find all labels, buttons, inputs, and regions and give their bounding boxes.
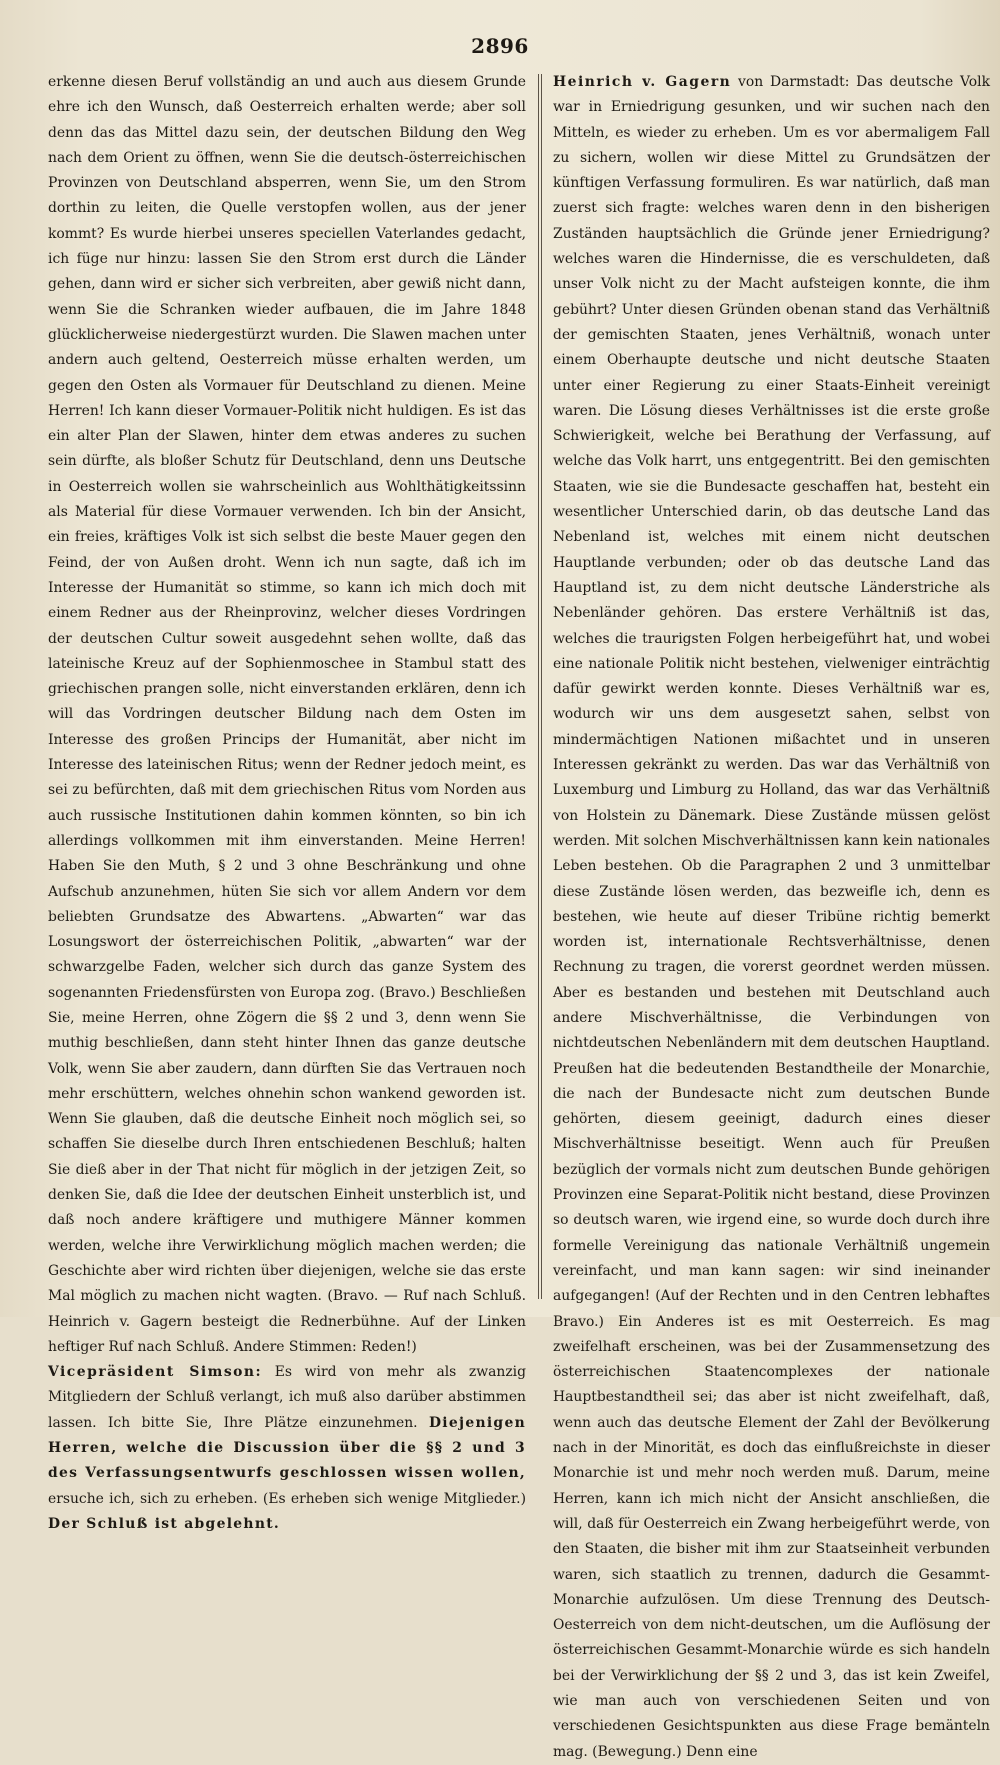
simson-question: Diejenigen Herren, welche die Discussion über die §§ 2 und 3 des Verfassungsentwurfs geschlossen wissen wollen,	[48, 1414, 526, 1482]
column-divider-inner	[541, 74, 542, 1299]
simson-result: Der Schluß ist abgelehnt.	[48, 1515, 281, 1532]
left-paragraph-1: erkenne diesen Beruf vollständig an und auch aus diesem Grunde ehre ich den Wunsch, daß Oesterreich erhalten werde; aber soll denn das das Mittel dazu sein, der deutschen Bildung den Weg nach dem Orient zu öffnen, wenn Sie die deutsch-österreichischen Provinzen von Deutschland absperren, wenn Sie, um den Strom dorthin zu leiten, die Quelle verstopfen wollen, aus der jener kommt? Es wurde hierbei unseres speciellen Vaterlandes gedacht, ich füge nur hinzu: lassen Sie den Strom erst durch die Länder gehen, dann wird er sicher sich verbreiten, aber gewiß nicht dann, wenn Sie die Schranken wieder aufbauen, die im Jahre 1848 glücklicherweise niedergestürzt wurden. Die Slawen machen unter andern auch geltend, Oesterreich müsse erhalten werden, um gegen den Osten als Vormauer für Deutschland zu dienen. Meine Herren! Ich kann dieser Vormauer-Politik nicht huldigen. Es ist das ein alter Plan der Slawen, hinter dem etwas anderes zu suchen sein dürfte, als bloßer Schutz für Deutschland, denn uns Deutsche in Oesterreich wollen sie wahrscheinlich aus Wohlthätigkeitssinn als Material für diese Vormauer verwenden. Ich bin der Ansicht, ein freies, kräftiges Volk ist sich selbst die beste Mauer gegen den Feind, der von Außen droht. Wenn ich nun sagte, daß ich im Interesse der Humanität so stimme, so kann ich mich doch mit einem Redner aus der Rheinprovinz, welcher dieses Vordringen der deutschen Cultur soweit ausgedehnt sehen wollte, daß das lateinische Kreuz auf der Sophienmoschee in Stambul statt des griechischen prangen solle, nicht einverstanden erklären, denn ich will das Vordringen deutscher Bildung nach dem Osten im Interesse des großen Princips der Humanität, aber nicht im Interesse des lateinischen Ritus; wenn der Redner jedoch meint, es sei zu befürchten, daß mit dem griechischen Ritus vom Norden aus auch russische Institutionen dahin kommen könnten, so bin ich allerdings vollkommen mit ihm einverstanden. Meine Herren! Haben Sie den Muth, § 2 und 3 ohne Beschränkung und ohne Aufschub anzunehmen, hüten Sie sich vor allem Andern vor dem beliebten Grundsatze des Abwartens. „Abwarten“ war das Losungswort der österreichischen Politik, „abwarten“ war der schwarzgelbe Faden, welcher sich durch das ganze System des sogenannten Friedensfürsten von Europa zog. (Bravo.) Beschließen Sie, meine Herren, ohne Zögern die §§ 2 und 3, denn wenn Sie muthig beschließen, dann steht hinter Ihnen das ganze deutsche Volk, wenn Sie aber zaudern, dann dürften Sie das Vertrauen noch mehr erschüttern, welches ohnehin schon wankend geworden ist. Wenn Sie glauben, daß die deutsche Einheit noch möglich sei, so schaffen Sie dieselbe durch Ihren entschiedenen Beschluß; halten Sie dieß aber in der That nicht für möglich in der jetzigen Zeit, so denken Sie, daß die Idee der deutschen Einheit unsterblich ist, und daß noch andere kräftigere und muthigere Männer kommen werden, welche ihre Verwirklichung möglich machen werden; die Geschichte aber wird richten über diejenigen, welche sie das erste Mal möglich zu machen nicht wagten. (Bravo. — Ruf nach Schluß. Heinrich v. Gagern besteigt die Rednerbühne. Auf der Linken heftiger Ruf nach Schluß. Andere Stimmen: Reden!)	[48, 74, 526, 1355]
page-number: 2896	[471, 34, 529, 58]
left-paragraph-2	[48, 1360, 526, 1537]
right-column	[553, 70, 990, 1760]
speaker-heinrich-v-gagern: Heinrich v. Gagern	[553, 74, 732, 90]
right-paragraph	[553, 70, 990, 1765]
simson-text-1: Es wird von mehr als zwanzig Mitgliedern der Schluß verlangt, ich muß also darüber abstimmen lassen. Ich bitte Sie, Ihre Plätze einzunehmen.	[48, 1364, 526, 1431]
left-column	[48, 70, 526, 1532]
gagern-speech: von Darmstadt: Das deutsche Volk war in Erniedrigung gesunken, und wir suchen nach den Mitteln, es wieder zu erheben. Um es vor abermaligem Fall zu sichern, wollen wir diese Mittel zu Grundsätzen der künftigen Verfassung formuliren. Es war natürlich, daß man zuerst sich fragte: welches waren denn in den bisherigen Zuständen hauptsächlich die Gründe jener Erniedrigung? welches waren die Hindernisse, die es verschuldeten, daß unser Volk nicht zu der Macht aufsteigen konnte, die ihm gebührt? Unter diesen Gründen obenan stand das Verhältniß der gemischten Staaten, jenes Verhältniß, wonach unter einem Oberhaupte deutsche und nicht deutsche Staaten unter einer Regierung zu einer Staats-Einheit vereinigt waren. Die Lösung dieses Verhältnisses ist die erste große Schwierigkeit, welche bei Berathung der Verfassung, auf welche das Volk harrt, uns entgegentritt. Bei den gemischten Staaten, wie sie die Bundesacte geschaffen hat, besteht ein wesentlicher Unterschied darin, ob das deutsche Land das Nebenland ist, welches mit einem nicht deutschen Hauptlande verbunden; oder ob das deutsche Land das Hauptland ist, zu dem nicht deutsche Länderstriche als Nebenländer gehören. Das erstere Verhältniß ist das, welches die traurigsten Folgen herbeigeführt hat, und wobei eine nationale Politik nicht bestehen, vielweniger einträchtig dafür gewirkt werden konnte. Dieses Verhältniß war es, wodurch wir uns dem ausgesetzt sahen, selbst von mindermächtigen Nationen mißachtet und in unseren Interessen gekränkt zu werden. Das war das Verhältniß von Luxemburg und Limburg zu Holland, das war das Verhältniß von Holstein zu Dänemark. Diese Zustände müssen gelöst werden. Mit solchen Mischverhältnissen kann kein nationales Leben bestehen. Ob die Paragraphen 2 und 3 unmittelbar diese Zustände lösen werden, das bezweifle ich, denn es bestehen, wie heute auf dieser Tribüne richtig bemerkt worden ist, internationale Rechtsverhältnisse, denen Rechnung zu tragen, die vorerst geordnet werden müssen. Aber es bestanden und bestehen mit Deutschland auch andere Mischverhältnisse, die Verbindungen von nichtdeutschen Nebenländern mit dem deutschen Hauptland. Preußen hat die bedeutenden Bestandtheile der Monarchie, die nach der Bundesacte nicht zum deutschen Bunde gehörten, diesem geeinigt, dadurch eines dieser Mischverhältnisse beseitigt. Wenn auch für Preußen bezüglich der vormals nicht zum deutschen Bunde gehörigen Provinzen eine Separat-Politik nicht bestand, diese Provinzen so deutsch waren, wie irgend eine, so wurde doch durch ihre formelle Vereinigung das nationale Verhältniß ungemein vereinfacht, und man kann sagen: wir sind ineinander aufgegangen! (Auf der Rechten und in den Centren lebhaftes Bravo.) Ein Anderes ist es mit Oesterreich. Es mag zweifelhaft erscheinen, was bei der Zusammensetzung des österreichischen Staatencomplexes der nationale Hauptbestandtheil sei; das aber ist nicht zweifelhaft, daß, wenn auch das deutsche Element der Zahl der Bevölkerung nach in der Minorität, es doch das einflußreichste in dieser Monarchie ist und mehr noch werden muß. Darum, meine Herren, kann ich mich nicht der Ansicht anschließen, die will, daß für Oesterreich ein Zwang herbeigeführt werde, von den Staaten, die bisher mit ihm zur Staatseinheit verbunden waren, sich staatlich zu trennen, dadurch die Gesammt-Monarchie aufzulösen. Um diese Trennung des Deutsch-Oesterreich von dem nicht-deutschen, um die Auflösung der österreichischen Gesammt-Monarchie würde es sich handeln bei der Verwirklichung der §§ 2 und 3, das ist kein Zweifel, wie man auch von verschiedenen Seiten und von verschiedenen Gesichtspunkten aus diese Frage bemänteln mag. (Bewegung.) Denn eine	[553, 74, 990, 1760]
column-divider	[538, 74, 539, 1299]
speaker-vicepraesident-simson: Vicepräsident Simson:	[48, 1364, 263, 1381]
simson-text-2: ersuche ich, sich zu erheben. (Es erheben sich wenige Mitglieder.)	[48, 1490, 526, 1507]
